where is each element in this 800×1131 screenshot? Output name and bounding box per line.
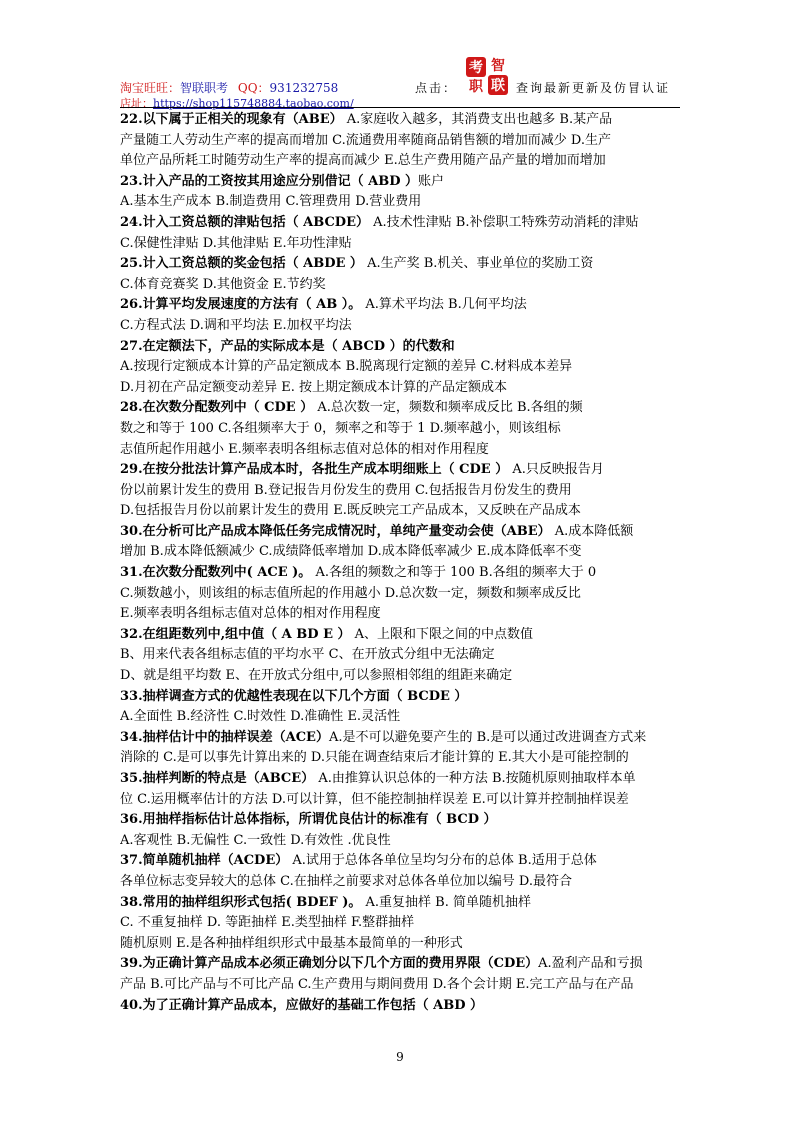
click-label: 点击： <box>415 81 458 95</box>
question-text: C.体育竞赛奖 D.其他资金 E.节约奖 <box>120 276 326 292</box>
question-stem: 32.在组距数列中,组中值（ A BD E ） <box>120 626 351 642</box>
text-line <box>120 975 680 996</box>
question-text: E.频率表明各组标志值对总体的相对作用程度 <box>120 606 381 622</box>
question-stem: 40.为了正确计算产品成本，应做好的基础工作包括（ ABD ） <box>120 997 484 1013</box>
question-text: C.频数越小，则该组的标志值所起的作用越小 D.总次数一定，频数和频率成反比 <box>120 585 581 601</box>
question-stem: 28.在次数分配数列中（ CDE ） <box>120 400 314 416</box>
question-stem: 39.为正确计算产品成本必须正确划分以下几个方面的费用界限（CDE） <box>120 956 539 972</box>
text-line <box>120 378 680 399</box>
text-line <box>120 810 680 831</box>
question-text: 随机原则 E.是各种抽样组织形式中最基本最简单的一种形式 <box>120 935 463 951</box>
question-stem: 35.抽样判断的特点是（ABCE） <box>120 771 315 786</box>
question-stem: 37.简单随机抽样（ACDE） <box>120 853 289 869</box>
logo-char-lian: 联 <box>491 78 505 94</box>
question-text: 志值所起作用越小 E.频率表明各组标志值对总体的相对作用程度 <box>120 441 489 457</box>
question-stem: 36.用抽样指标估计总体指标，所谓优良估计的标准有（ BCD ） <box>120 812 497 828</box>
text-line <box>120 481 680 502</box>
text-line <box>120 913 680 934</box>
store-url-link[interactable]: https://shop115748884.taobao.com/ <box>153 97 354 110</box>
page-number: 9 <box>396 1050 404 1064</box>
question-text: A.家庭收入越多，其消费支出也越多 B.某产品 <box>342 112 613 127</box>
question-text: A.盈利产品和亏损 <box>538 956 643 972</box>
text-line <box>120 398 680 419</box>
text-line <box>120 625 680 646</box>
question-text: A.算术平均法 B.几何平均法 <box>361 297 527 313</box>
logo-char-zhi: 智 <box>491 58 505 74</box>
question-text: A.技术性津贴 B.补偿职工特殊劳动消耗的津贴 <box>369 214 639 230</box>
text-line <box>120 604 680 625</box>
question-stem: 25.计入工资总额的奖金包括（ ABDE ） <box>120 256 363 272</box>
text-line <box>120 790 680 811</box>
question-text: A.试用于总体各单位呈均匀分布的总体 B.适用于总体 <box>288 853 597 869</box>
question-text: D.月初在产品定额变动差异 E. 按上期定额成本计算的产品定额成本 <box>120 379 507 395</box>
zhilian-logo-icon[interactable] <box>465 54 509 98</box>
store-label: 店址： <box>120 97 153 110</box>
text-line <box>120 234 680 255</box>
text-line <box>120 645 680 666</box>
text-line <box>120 295 680 316</box>
question-text: 产品 B.可比产品与不可比产品 C.生产费用与期间费用 D.各个会计期 E.完工产品与在产品 <box>120 976 634 992</box>
text-line <box>120 934 680 955</box>
question-text: A.是不可以避免要产生的 B.是可以通过改进调查方式来 <box>328 729 647 745</box>
question-text: 单位产品所耗工时随劳动生产率的提高而减少 E.总生产费用随产品产量的增加而增加 <box>120 153 606 169</box>
text-line <box>120 872 680 893</box>
question-text: C.保健性津贴 D.其他津贴 E.年功性津贴 <box>120 235 352 251</box>
text-line <box>120 131 680 152</box>
text-line <box>120 542 680 563</box>
question-text: A.基本生产成本 B.制造费用 C.管理费用 D.营业费用 <box>120 194 422 210</box>
text-line <box>120 522 680 543</box>
qq-label: QQ： <box>237 81 270 95</box>
text-line <box>120 584 680 605</box>
question-stem: 31.在次数分配数列中( ACE )。 <box>120 565 312 581</box>
question-stem: 33.抽样调查方式的优越性表现在以下几个方面（ BCDE ） <box>120 688 468 704</box>
question-stem: 38.常用的抽样组织形式包括( BDEF )。 <box>120 894 362 910</box>
text-line <box>120 172 680 193</box>
question-text: A.成本降低额 <box>550 523 634 539</box>
text-line <box>120 996 680 1017</box>
question-text: D.包括报告月份以前累计发生的费用 E.既反映完工产品成本，又反映在产品成本 <box>120 503 581 519</box>
question-text: A.各组的频数之和等于 100 B.各组的频率大于 0 <box>311 565 597 581</box>
text-line <box>120 254 680 275</box>
logo-char-zhi2: 职 <box>469 79 483 95</box>
text-line <box>120 110 680 131</box>
question-text: A、上限和下限之间的中点数值 <box>350 626 534 642</box>
question-text: A.总次数一定，频数和频率成反比 B.各组的频 <box>313 400 583 416</box>
question-text: 产量随工人劳动生产率的提高而增加 C.流通费用率随商品销售额的增加而减少 D.生产 <box>120 132 611 148</box>
header-contact-line <box>120 79 338 96</box>
text-line <box>120 954 680 975</box>
logo-char-kao: 考 <box>469 60 483 76</box>
text-line <box>120 275 680 296</box>
text-line <box>120 666 680 687</box>
page-header <box>120 52 680 110</box>
shop-label: 淘宝旺旺： <box>120 81 181 95</box>
question-list <box>120 110 680 1016</box>
question-text: C.方程式法 D.调和平均法 E.加权平均法 <box>120 317 352 333</box>
question-stem: 24.计入工资总额的津贴包括（ ABCDE） <box>120 214 369 230</box>
question-stem: 23.计入产品的工资按其用途应分别借记（ ABD ） <box>120 173 419 189</box>
text-line <box>120 192 680 213</box>
question-text: A.由推算认识总体的一种方法 B.按随机原则抽取样本单 <box>314 771 636 786</box>
text-line <box>120 851 680 872</box>
question-text: 账户 <box>418 173 445 189</box>
question-text: 数之和等于 100 C.各组频率大于 0，频率之和等于 1 D.频率越小，则该组标 <box>120 420 561 436</box>
question-text: A.全面性 B.经济性 C.时效性 D.准确性 E.灵活性 <box>120 709 401 725</box>
text-line <box>120 769 680 790</box>
qq-number: 931232758 <box>269 81 339 95</box>
header-store-line <box>120 95 354 111</box>
text-line <box>120 563 680 584</box>
text-line <box>120 893 680 914</box>
question-text: A.只反映报告月 <box>508 462 604 478</box>
shop-name: 智联职考 <box>180 81 229 95</box>
question-text: 增加 B.成本降低额减少 C.成绩降低率增加 D.成本降低率减少 E.成本降低率不变 <box>120 544 582 560</box>
text-line <box>120 831 680 852</box>
text-line <box>120 748 680 769</box>
question-text: B、用来代表各组标志值的平均水平 C、在开放式分组中无法确定 <box>120 647 495 663</box>
question-text: A.按现行定额成本计算的产品定额成本 B.脱离现行定额的差异 C.材料成本差异 <box>120 359 573 375</box>
text-line <box>120 728 680 749</box>
question-text: A.客观性 B.无偏性 C.一致性 D.有效性 .优良性 <box>120 832 391 848</box>
text-line <box>120 687 680 708</box>
question-stem: 30.在分析可比产品成本降低任务完成情况时，单纯产量变动会使（ABE） <box>120 523 551 539</box>
question-stem: 26.计算平均发展速度的方法有（ AB ）。 <box>120 297 362 313</box>
text-line <box>120 501 680 522</box>
question-stem: 29.在按分批法计算产品成本时，各批生产成本明细账上（ CDE ） <box>120 462 509 478</box>
question-text: D、就是组平均数 E、在开放式分组中,可以参照相邻组的组距来确定 <box>120 668 513 684</box>
text-line <box>120 707 680 728</box>
text-line <box>120 357 680 378</box>
question-stem: 34.抽样估计中的抽样误差（ACE） <box>120 729 329 745</box>
text-line <box>120 440 680 461</box>
text-line <box>120 460 680 481</box>
question-text: 位 C.运用概率估计的方法 D.可以计算，但不能控制抽样误差 E.可以计算并控制抽样误差 <box>120 791 629 807</box>
text-line <box>120 151 680 172</box>
question-text: A.生产奖 B.机关、事业单位的奖励工资 <box>362 256 594 272</box>
header-divider <box>120 107 680 108</box>
question-text: 份以前累计发生的费用 B.登记报告月份发生的费用 C.包括报告月份发生的费用 <box>120 482 572 498</box>
question-stem: 22.以下属于正相关的现象有（ABE） <box>120 112 343 127</box>
text-line <box>120 419 680 440</box>
question-text: 各单位标志变异较大的总体 C.在抽样之前要求对总体各单位加以编号 D.最符合 <box>120 873 572 889</box>
question-text: A.重复抽样 B. 简单随机抽样 <box>361 894 531 910</box>
question-stem: 27.在定额法下，产品的实际成本是（ ABCD ）的代数和 <box>120 338 455 354</box>
question-text: C. 不重复抽样 D. 等距抽样 E.类型抽样 F.整群抽样 <box>120 915 415 931</box>
question-text: 消除的 C.是可以事先计算出来的 D.只能在调查结束后才能计算的 E.其大小是可能控制的 <box>120 750 629 766</box>
text-line <box>120 337 680 358</box>
text-line <box>120 213 680 234</box>
text-line <box>120 316 680 337</box>
query-link[interactable]: 查询最新更新及仿冒认证 <box>516 81 671 95</box>
